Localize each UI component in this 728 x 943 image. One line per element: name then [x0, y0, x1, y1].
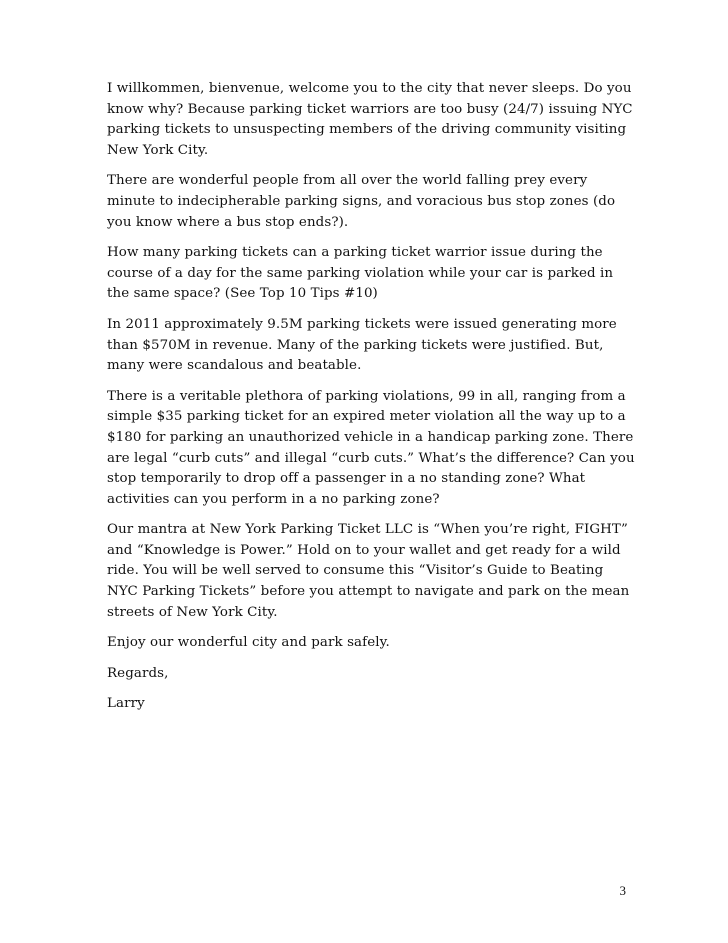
- paragraph-visitors: There are wonderful people from all over the world falling prey every minute to indecipherable parking signs, and voracious bus stop zones (do you know where a bus stop ends?).: [107, 173, 616, 230]
- paragraph-enjoy: Enjoy our wonderful city and park safely.: [107, 635, 390, 651]
- paragraph-statistics: In 2011 approximately 9.5M parking tickets were issued generating more than $570M in revenue. Many of the parking tickets were justified. But, many were scandalous and beatable.: [107, 316, 617, 374]
- paragraph-welcome: I willkommen, bienvenue, welcome you to the city that never sleeps. Do you know why? Because parking ticket warriors are too busy (24/7) issuing NYC parking tickets to unsuspecting members of the driving community visiting New York City.: [107, 81, 633, 158]
- paragraph-violations: There is a veritable plethora of parking violations, 99 in all, ranging from a simple $35 parking ticket for an expired meter violation all the way up to a $180 for parking an unauthorized vehicle in a handicap parking zone. There are legal “curb cuts” and illegal “curb cuts.” What’s the difference? Can you stop temporarily to drop off a passenger in a no standing zone? What activities can you perform in a no parking zone?: [107, 388, 635, 507]
- signature: Larry: [107, 696, 145, 712]
- page-number: 3: [619, 883, 626, 898]
- letter-body: [107, 79, 637, 725]
- closing: Regards,: [107, 665, 169, 681]
- paragraph-mantra: Our mantra at New York Parking Ticket LLC is “When you’re right, FIGHT” and “Knowledge is Power.” Hold on to your wallet and get ready for a wild ride. You will be well served to consume this “Visitor’s Guide to Beating NYC Parking Tickets” before you attempt to navigate and park on the mean streets of New York City.: [107, 522, 630, 620]
- paragraph-ticket-question: How many parking tickets can a parking ticket warrior issue during the course of a day for the same parking violation while your car is parked in the same space? (See Top 10 Tips #10): [107, 245, 614, 302]
